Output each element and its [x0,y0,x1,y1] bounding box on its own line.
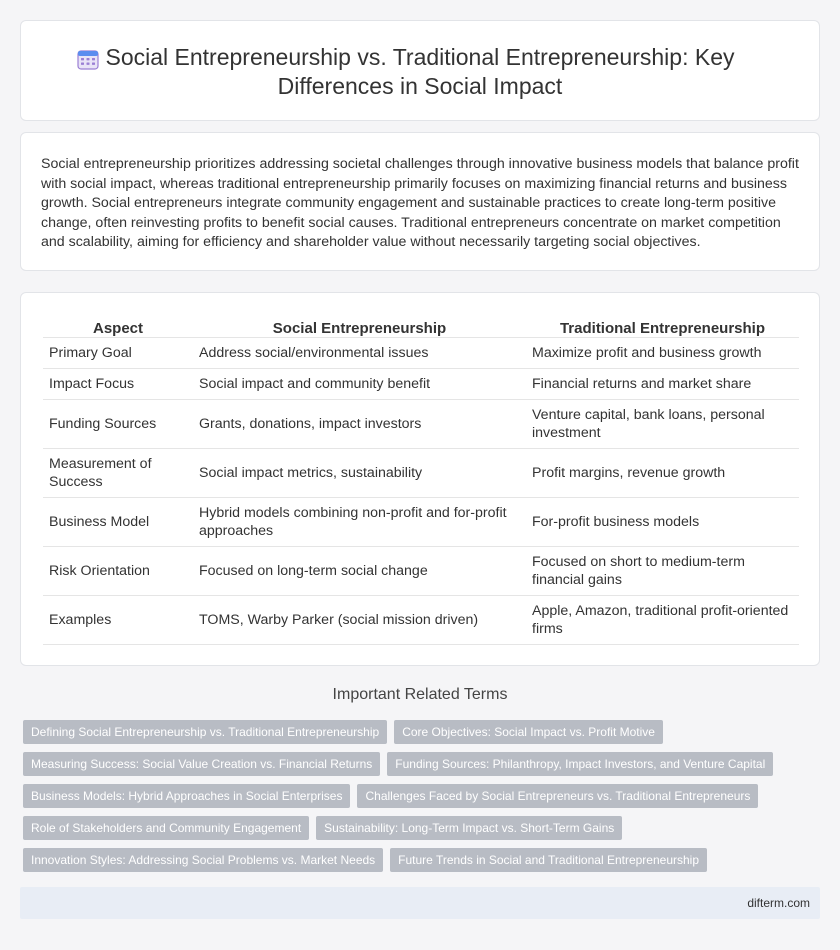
tag-row [23,784,803,816]
cell-traditional: Venture capital, bank loans, personal investment [526,400,799,449]
table-row [43,449,799,498]
related-term-tag[interactable]: Core Objectives: Social Impact vs. Profit Motive [394,720,663,744]
intro-card [20,132,820,271]
cell-traditional: Apple, Amazon, traditional profit-oriented firms [526,596,799,645]
page-title: Social Entrepreneurship vs. Traditional Entrepreneurship: Key Differences in Social Impact [105,44,735,99]
cell-social: Focused on long-term social change [193,547,526,596]
related-term-tag[interactable]: Innovation Styles: Addressing Social Problems vs. Market Needs [23,848,383,872]
tag-row [23,848,803,880]
table-row [43,400,799,449]
tag-row [23,720,803,752]
header-social: Social Entrepreneurship [193,317,526,338]
comparison-table-card [20,292,820,666]
related-term-tag[interactable]: Challenges Faced by Social Entrepreneurs vs. Traditional Entrepreneurs [357,784,758,808]
cell-aspect: Impact Focus [43,369,193,400]
cell-traditional: Profit margins, revenue growth [526,449,799,498]
table-row [43,369,799,400]
cell-aspect: Examples [43,596,193,645]
header-traditional: Traditional Entrepreneurship [526,317,799,338]
related-term-tag[interactable]: Future Trends in Social and Traditional Entrepreneurship [390,848,707,872]
related-terms-title: Important Related Terms [332,686,508,703]
cell-aspect: Funding Sources [43,400,193,449]
cell-social: Social impact and community benefit [193,369,526,400]
cell-social: Grants, donations, impact investors [193,400,526,449]
table-header-row [43,317,799,338]
footer-site-link[interactable]: difterm.com [747,896,810,910]
table-row [43,596,799,645]
table-row [43,547,799,596]
related-term-tag[interactable]: Role of Stakeholders and Community Engagement [23,816,309,840]
related-term-tag[interactable]: Measuring Success: Social Value Creation vs. Financial Returns [23,752,380,776]
related-term-tag[interactable]: Business Models: Hybrid Approaches in Social Enterprises [23,784,350,808]
tag-row [23,752,803,784]
cell-traditional: Financial returns and market share [526,369,799,400]
cell-social: Social impact metrics, sustainability [193,449,526,498]
cell-aspect: Risk Orientation [43,547,193,596]
cell-aspect: Business Model [43,498,193,547]
cell-traditional: Focused on short to medium-term financial gains [526,547,799,596]
cell-traditional: Maximize profit and business growth [526,338,799,369]
cell-social: TOMS, Warby Parker (social mission driven) [193,596,526,645]
related-term-tag[interactable]: Sustainability: Long-Term Impact vs. Short-Term Gains [316,816,622,840]
cell-traditional: For-profit business models [526,498,799,547]
related-terms-list [23,720,803,880]
intro-paragraph: Social entrepreneurship prioritizes addressing societal challenges through innovative business models that balance profit with social impact, whereas traditional entrepreneurship primarily focuses on maximizing financial returns and business growth. Social entrepreneurs integrate community engagement and sustainable practices to create long-term positive change, often reinvesting profits to benefit social causes. Traditional entrepreneurs concentrate on market competition and scalability, aiming for efficiency and shareholder value without necessarily targeting social objectives. [41,156,799,251]
footer [20,887,820,919]
header-aspect: Aspect [43,317,193,338]
cell-social: Hybrid models combining non-profit and for-profit approaches [193,498,526,547]
header-card [20,20,820,121]
related-term-tag[interactable]: Funding Sources: Philanthropy, Impact Investors, and Venture Capital [387,752,773,776]
tag-row [23,816,803,848]
table-row [43,498,799,547]
related-term-tag[interactable]: Defining Social Entrepreneurship vs. Traditional Entrepreneurship [23,720,387,744]
cell-social: Address social/environmental issues [193,338,526,369]
comparison-table [43,317,799,645]
cell-aspect: Measurement of Success [43,449,193,498]
table-row [43,338,799,369]
cell-aspect: Primary Goal [43,338,193,369]
